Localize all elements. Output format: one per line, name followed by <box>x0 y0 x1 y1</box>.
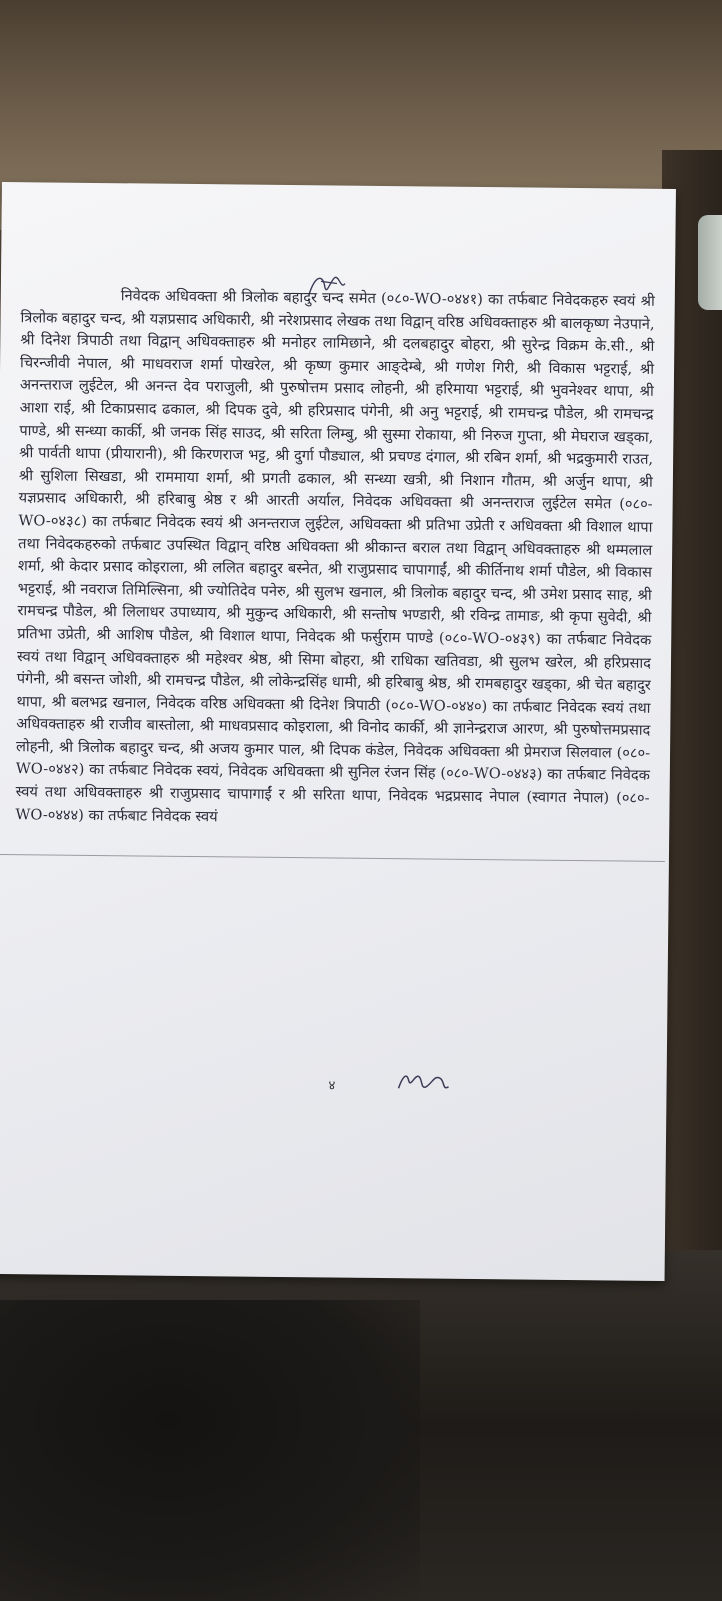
page-number: ४ <box>328 1078 336 1094</box>
signature-initials <box>392 1066 452 1097</box>
document-body: निवेदक अधिवक्ता श्री त्रिलोक बहादुर चन्द समेत (०८०-WO-०४४१) का तर्फबाट निवेदकहरु स्वयं श्री त्रिलोक बहादुर चन्द, श्री यज्ञप्रसाद अधिकारी, श्री नरेशप्रसाद लेखक तथा विद्वान् वरिष्ठ अधिवक्ताहरु श्री बालकृष्ण नेउपाने, श्री दिनेश त्रिपाठी तथा विद्वान् अधिवक्ताहरु श्री मनोहर लामिछाने, श्री दलबहादुर बोहरा, श्री सुरेन्द्र विक्रम के.सी., श्री चिरन्जीवी नेपाल, श्री माधवराज शर्मा पोखरेल, श्री कृष्ण कुमार आङ्देम्बे, श्री गणेश गिरी, श्री विकास भट्टराई, श्री अनन्तराज लुईटेल, श्री अनन्त देव पराजुली, श्री पुरुषोत्तम प्रसाद लोहनी, श्री हरिमाया भट्टराई, श्री भुवनेश्वर थापा, श्री आशा राई, श्री टिकाप्रसाद ढकाल, श्री दिपक दुवे, श्री हरिप्रसाद पंगेनी, श्री अनु भट्टराई, श्री रामचन्द्र पौडेल, श्री रामचन्द्र पाण्डे, श्री सन्ध्या कार्की, श्री जनक सिंह साउद, श्री सरिता लिम्बु, श्री सुस्मा रोकाया, श्री निरुज गुप्ता, श्री मेघराज खड्का, श्री पार्वती थापा (प्रीयारानी), श्री किरणराज भट्ट, श्री दुर्गा पौड्याल, श्री प्रचण्ड दंगाल, श्री रबिन शर्मा, श्री भद्रकुमारी राउत, श्री सुशिला सिखडा, श्री राममाया शर्मा, श्री प्रगती ढकाल, श्री सन्ध्या खत्री, श्री निशान गौतम, श्री अर्जुन थापा, श्री यज्ञप्रसाद अधिकारी, श्री हरिबाबु श्रेष्ठ र श्री आरती अर्याल, निवेदक अधिवक्ता श्री अनन्तराज लुईटेल समेत (०८०-WO-०४३८) का तर्फबाट निवेदक स्वयं श्री अनन्तराज लुईटेल, अधिवक्ता श्री प्रतिभा उप्रेती र अधिवक्ता श्री विशाल थापा तथा निवेदकहरुको तर्फबाट उपस्थित विद्वान् वरिष्ठ अधिवक्ता श्री श्रीकान्त बराल तथा विद्वान् अधिवक्ताहरु श्री थम्मलाल शर्मा, श्री केदार प्रसाद कोइराला, श्री ललित बहादुर बस्नेत, श्री राजुप्रसाद चापागाईं, श्री कीर्तिनाथ शर्मा पौडेल, श्री विकास भट्टराई, श्री नवराज तिमिल्सिना, श्री ज्योतिदेव पनेरु, श्री सुलभ खनाल, श्री त्रिलोक बहादुर चन्द, श्री उमेश प्रसाद साह, श्री रामचन्द्र पौडेल, श्री लिलाधर उपाध्याय, श्री मुकुन्द अधिकारी, श्री सन्तोष भण्डारी, श्री रविन्द्र तामाङ, श्री कृपा सुवेदी, श्री प्रतिभा उप्रेती, श्री आशिष पौडेल, श्री विशाल थापा, निवेदक श्री फर्सुराम पाण्डे (०८०-WO-०४३९) का तर्फबाट निवेदक स्वयं तथा विद्वान् अधिवक्ताहरु श्री महेश्वर श्रेष्ठ, श्री सिमा बोहरा, श्री राधिका खतिवडा, श्री सुलभ खरेल, श्री हरिप्रसाद पंगेनी, श्री बसन्त जोशी, श्री रामचन्द्र पौडेल, श्री लोकेन्द्रसिंह धामी, श्री हरिबाबु श्रेष्ठ, श्री रामबहादुर खड्का, श्री चेत बहादुर थापा, श्री बलभद्र खनाल, निवेदक वरिष्ठ अधिवक्ता श्री दिनेश त्रिपाठी (०८०-WO-०४४०) का तर्फबाट निवेदक स्वयं तथा अधिवक्ताहरु श्री राजीव बास्तोला, श्री माधवप्रसाद कोइराला, श्री विनोद कार्की, श्री ज्ञानेन्द्रराज आरण, श्री पुरुषोत्तमप्रसाद लोहनी, श्री त्रिलोक बहादुर चन्द, श्री अजय कुमार पाल, श्री दिपक कंडेल, निवेदक अधिवक्ता श्री प्रेमराज सिलवाल (०८०-WO-०४४२) का तर्फबाट निवेदक स्वयं, निवेदक अधिवक्ता श्री सुनिल रंजन सिंह (०८०-WO-०४४३) का तर्फबाट निवेदक स्वयं तथा अधिवक्ताहरु श्री राजुप्रसाद चापागाईं र श्री सरिता थापा, निवेदक भद्रप्रसाद नेपाल (स्वागत नेपाल) (०८०-WO-०४४४) का तर्फबाट निवेदक स्वयं <box>15 287 655 825</box>
document-page <box>0 182 676 1281</box>
fold-line <box>0 854 665 862</box>
shadow <box>0 1300 420 1601</box>
glass-object <box>698 215 722 310</box>
